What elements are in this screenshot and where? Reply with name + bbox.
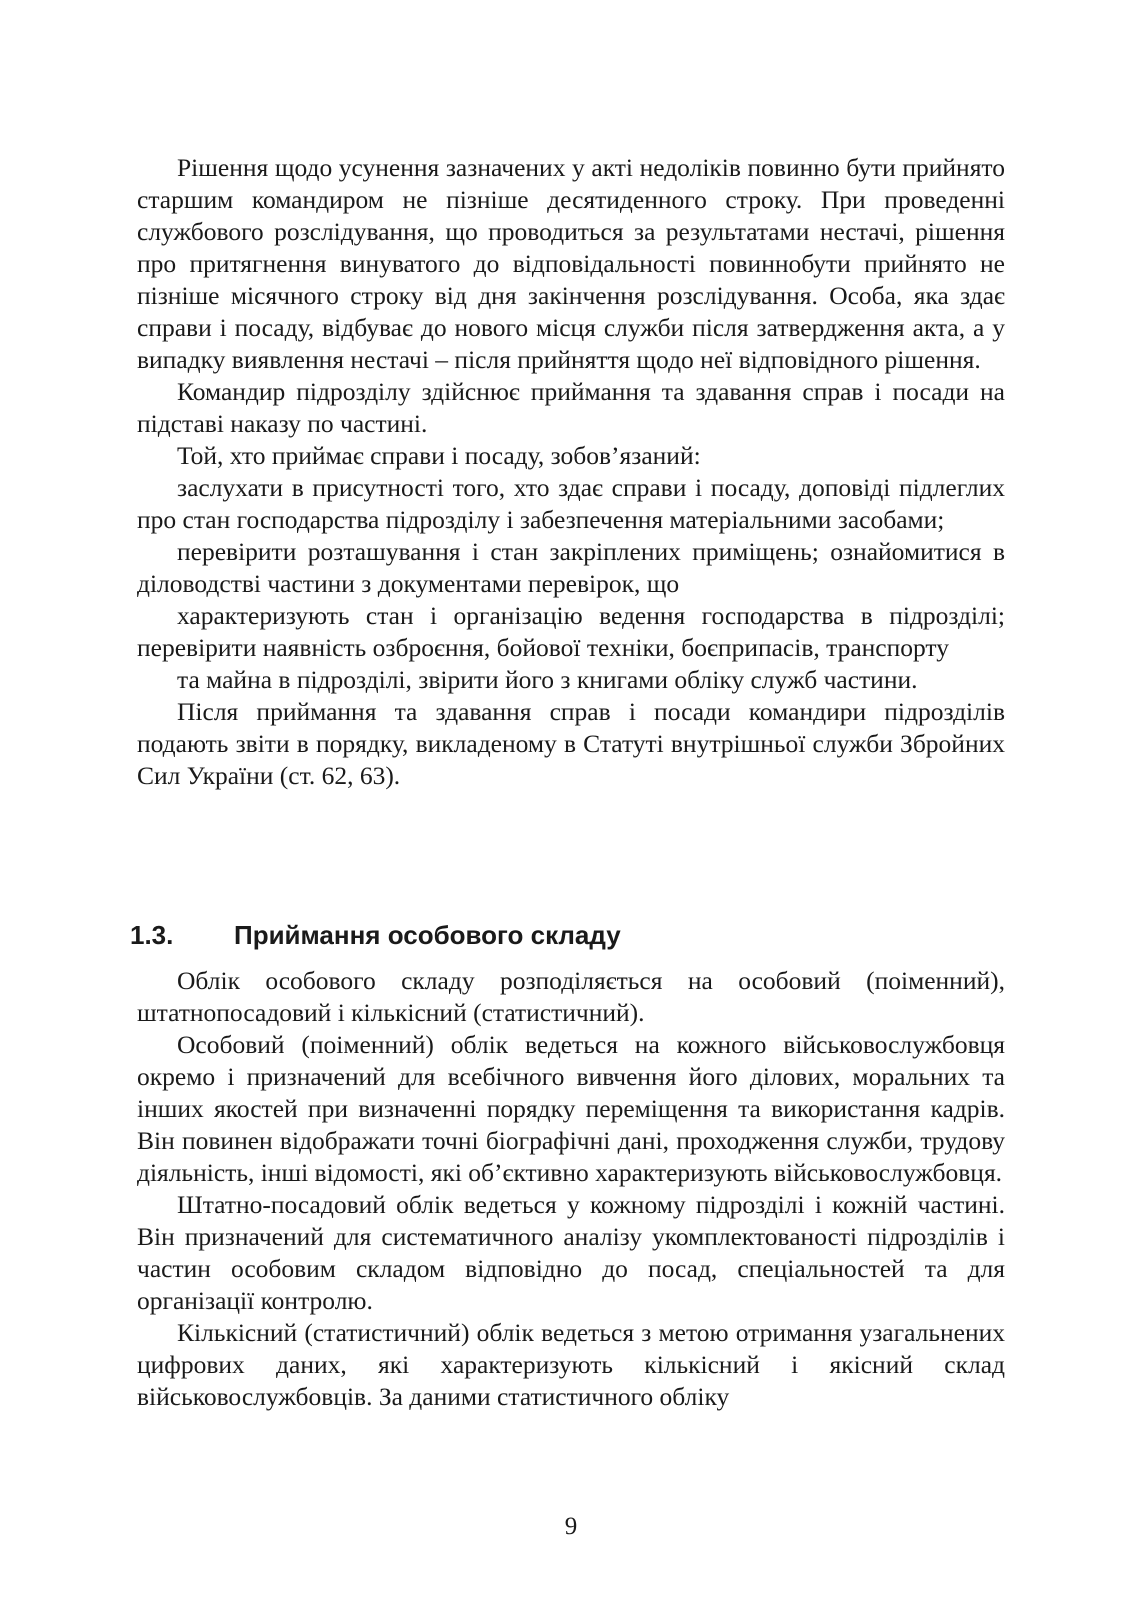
body-paragraph: Той, хто приймає справи і посаду, зобов’язаний: bbox=[177, 441, 701, 470]
section-number: 1.3. bbox=[130, 920, 174, 950]
section-1-2-continued bbox=[137, 152, 1005, 792]
body-paragraph: Кількісний (статистичний) облік ведеться з метою отримання узагальнених цифрових даних, які характеризують кількісний і якісний склад військовослужбовців. За даними статистичного обліку bbox=[137, 1318, 1005, 1411]
body-paragraph: перевірити розташування і стан закріплених приміщень; ознайомитися в діловодстві частини з документами перевірок, що bbox=[137, 537, 1005, 598]
section-title: Приймання особового складу bbox=[234, 920, 621, 950]
body-paragraph: та майна в підрозділі, звірити його з книгами обліку служб частини. bbox=[177, 665, 918, 694]
section-heading bbox=[130, 918, 1010, 952]
body-paragraph: Рішення щодо усунення зазначених у акті недоліків повинно бути прийнято старшим командиром не пізніше десятиденного строку. При проведенні службового розслідування, що проводиться за результатами нестачі, рішення про притягнення винуватого до відповідальності повиннобути прийнято не пізніше місячного строку від дня закінчення розслідування. Особа, яка здає справи і посаду, відбуває до нового місця служби після затвердження акта, а у випадку виявлення нестачі – після прийняття щодо неї відповідного рішення. bbox=[137, 153, 1005, 374]
page-number: 9 bbox=[564, 1513, 578, 1540]
body-paragraph: Облік особового складу розподіляється на особовий (поіменний), штатнопосадовий і кількісний (статистичний). bbox=[137, 966, 1005, 1027]
body-paragraph: Особовий (поіменний) облік ведеться на кожного військовослужбовця окремо і призначений для всебічного вивчення його ділових, моральних та інших якостей при визначенні порядку переміщення та використання кадрів. Він повинен відображати точні біографічні дані, проходження служби, трудову діяльність, інші відомості, які об’єктивно характеризують військовослужбовця. bbox=[137, 1030, 1005, 1187]
body-paragraph: Штатно-посадовий облік ведеться у кожному підрозділі і кожній частині. Він призначений для систематичного аналізу укомплектованості підрозділів і частин особовим складом відповідно до посад, спеціальностей та для організації контролю. bbox=[137, 1190, 1005, 1315]
body-paragraph: заслухати в присутності того, хто здає справи і посаду, доповіді підлеглих про стан господарства підрозділу і забезпечення матеріальними засобами; bbox=[137, 473, 1005, 534]
body-paragraph: Після приймання та здавання справ і посади командири підрозділів подають звіти в порядку, викладеному в Статуті внутрішньої служби Збройних Сил України (ст. 62, 63). bbox=[137, 697, 1005, 790]
body-paragraph: характеризують стан і організацію ведення господарства в підрозділі; перевірити наявність озброєння, бойової техніки, боєприпасів, транспорту bbox=[137, 601, 1005, 662]
body-paragraph: Командир підрозділу здійснює приймання та здавання справ і посади на підставі наказу по частині. bbox=[137, 377, 1005, 438]
section-1-3-body bbox=[137, 965, 1005, 1413]
